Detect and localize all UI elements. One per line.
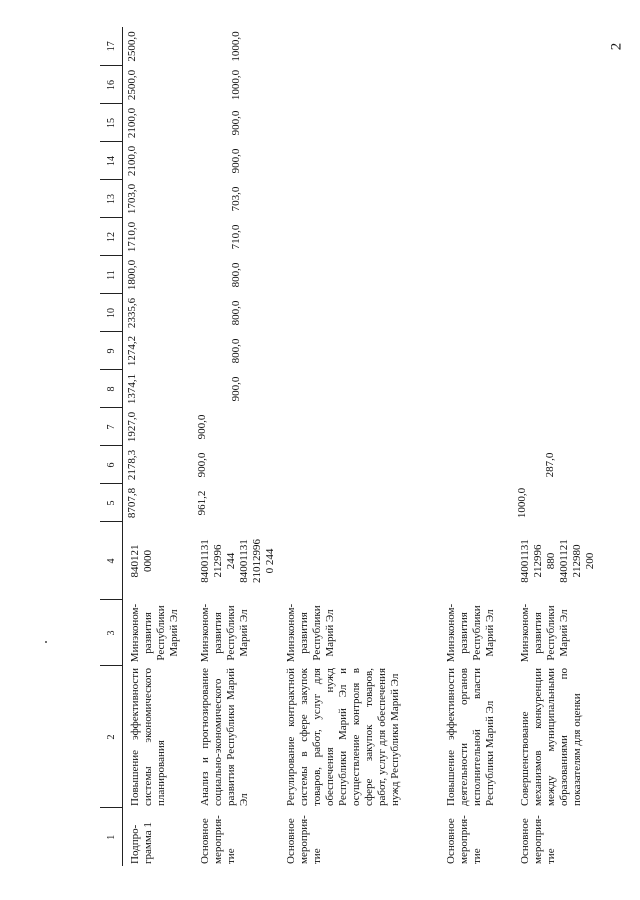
table-row [513, 27, 601, 866]
header-row [100, 27, 123, 866]
value-primary: 2500,0 [126, 31, 138, 62]
cell-value [193, 66, 279, 104]
col-header: 17 [100, 27, 123, 66]
cell-value [123, 180, 194, 218]
cell-value [439, 370, 513, 408]
cell-value [193, 256, 279, 294]
value-primary: 900,0 [196, 414, 208, 440]
col-header: 6 [100, 446, 123, 484]
value-primary: 1000,0 [516, 487, 528, 519]
cell-value [279, 27, 439, 66]
cell-value [439, 104, 513, 142]
cell-value [439, 408, 513, 446]
cell-value [513, 27, 601, 66]
cell-c1: Подпро- грамма 1 [129, 822, 154, 864]
cell-value [513, 408, 601, 446]
col-header: 10 [100, 294, 123, 332]
cell-value [123, 446, 194, 484]
cell-value [279, 294, 439, 332]
cell-value [513, 104, 601, 142]
cell-c1: Основное мероприя- тие [199, 815, 237, 864]
col-header: 11 [100, 256, 123, 294]
cell-value [279, 104, 439, 142]
col-header: 1 [100, 808, 123, 866]
cell-value [279, 180, 439, 218]
cell-value [123, 294, 194, 332]
budget-table [100, 27, 601, 866]
value-secondary: 703,0 [230, 186, 242, 212]
value-secondary: 900,0 [230, 148, 242, 174]
col-header: 14 [100, 142, 123, 180]
table-body [123, 27, 602, 866]
cell-value [193, 408, 279, 446]
cell-c2: Повышение эффективности системы экономического планирования [129, 668, 167, 806]
value-secondary: 1000,0 [230, 69, 242, 101]
col-header: 4 [100, 522, 123, 600]
cell-value [279, 256, 439, 294]
cell-value [513, 332, 601, 370]
scan-speck [45, 641, 47, 643]
cell-value [193, 484, 279, 522]
cell-value [279, 332, 439, 370]
cell-value [439, 256, 513, 294]
cell-c4 [279, 522, 439, 600]
col-header: 8 [100, 370, 123, 408]
cell-value [513, 446, 601, 484]
value-primary: 2500,0 [126, 69, 138, 101]
value-secondary: 1000,0 [230, 31, 242, 62]
col-header: 7 [100, 408, 123, 446]
cell-value [279, 370, 439, 408]
cell-value [279, 446, 439, 484]
cell-c2: Совершенствование механизмов конкуренции между муниципальными образованиями по показателям для оценки [519, 668, 583, 806]
cell-value [123, 104, 194, 142]
cell-value [123, 256, 194, 294]
cell-value [439, 332, 513, 370]
value-secondary: 710,0 [230, 224, 242, 250]
cell-value [193, 180, 279, 218]
cell-value [123, 370, 194, 408]
cell-value [513, 218, 601, 256]
cell-c2: Повышение эффективности деятельности органов исполнительной власти Республики Марий Эл [445, 668, 496, 806]
value-primary: 900,0 [196, 452, 208, 478]
page-number: 2 [608, 42, 625, 51]
cell-value [439, 218, 513, 256]
col-header: 16 [100, 66, 123, 104]
value-secondary: 900,0 [230, 110, 242, 136]
cell-c1: Основное мероприя- тие [285, 815, 323, 864]
cell-c4: 840121 0000 [129, 544, 154, 578]
col-header: 9 [100, 332, 123, 370]
col-header: 3 [100, 600, 123, 666]
cell-c4: 84001131 212996 880 84001121 212980 200 [519, 539, 596, 583]
col-header: 15 [100, 104, 123, 142]
cell-value [439, 484, 513, 522]
cell-value [123, 66, 194, 104]
col-header: 2 [100, 666, 123, 808]
cell-c3: Минэконом- развития Республики Марий Эл [519, 603, 570, 663]
cell-c1: Основное мероприя- тие [519, 815, 557, 864]
cell-value [513, 180, 601, 218]
cell-c3: Минэконом- развития Республики Марий Эл [445, 603, 496, 663]
table-row [123, 27, 194, 866]
value-primary: 1703,0 [126, 183, 138, 215]
cell-c3: Минэконом- развития Республики Марий Эл [129, 603, 180, 663]
value-secondary: 900,0 [230, 376, 242, 402]
cell-value [439, 180, 513, 218]
cell-value [439, 446, 513, 484]
value-primary: 2178,3 [126, 449, 138, 481]
rotated-table-wrapper [100, 31, 615, 866]
cell-value [513, 484, 601, 522]
col-header: 13 [100, 180, 123, 218]
cell-value [193, 294, 279, 332]
value-secondary: 800,0 [230, 300, 242, 326]
cell-value [439, 294, 513, 332]
cell-value [439, 27, 513, 66]
cell-value [279, 218, 439, 256]
cell-c2: Анализ и прогнозирование социально-экономического развития Республики Марий Эл [199, 668, 250, 806]
value-primary: 1927,0 [126, 411, 138, 443]
value-secondary: 287,0 [544, 452, 556, 478]
cell-value [513, 256, 601, 294]
value-primary: 1374,1 [126, 373, 138, 405]
col-header: 12 [100, 218, 123, 256]
cell-value [123, 27, 194, 66]
cell-c1: Основное мероприя- тие [445, 815, 483, 864]
cell-value [193, 370, 279, 408]
table-row [439, 27, 513, 866]
cell-value [279, 408, 439, 446]
value-primary: 2100,0 [126, 145, 138, 177]
cell-c3: Минэконом- развития Республики Марий Эл [199, 603, 250, 663]
table-row [279, 27, 439, 866]
cell-value [193, 27, 279, 66]
value-primary: 961,2 [196, 490, 208, 516]
cell-value [439, 142, 513, 180]
cell-value [439, 66, 513, 104]
value-primary: 8707,8 [126, 487, 138, 519]
cell-value [123, 218, 194, 256]
cell-value [513, 370, 601, 408]
col-header: 5 [100, 484, 123, 522]
cell-value [193, 446, 279, 484]
cell-value [279, 142, 439, 180]
cell-value [193, 332, 279, 370]
cell-value [513, 294, 601, 332]
cell-value [513, 142, 601, 180]
value-secondary: 800,0 [230, 262, 242, 288]
cell-value [193, 104, 279, 142]
cell-value [123, 332, 194, 370]
value-primary: 1800,0 [126, 259, 138, 291]
value-primary: 2335,6 [126, 297, 138, 329]
cell-value [513, 66, 601, 104]
cell-c3: Минэконом- развития Республики Марий Эл [285, 603, 336, 663]
cell-c4 [439, 522, 513, 600]
value-primary: 1710,0 [126, 221, 138, 253]
cell-value [123, 142, 194, 180]
cell-value [279, 484, 439, 522]
cell-value [193, 142, 279, 180]
value-primary: 2100,0 [126, 107, 138, 139]
cell-c2: Регулирование контрактной системы в сфере закупок товаров, работ, услуг для обеспечения нужд Республики Марий Эл и осуществление контроля в сфере закупок товаров, работ, услуг для обеспечения нужд Республики Марий Эл [285, 668, 401, 806]
table-row [193, 27, 279, 866]
cell-value [193, 218, 279, 256]
cell-value [279, 66, 439, 104]
value-secondary: 800,0 [230, 338, 242, 364]
cell-value [123, 408, 194, 446]
value-primary: 1274,2 [126, 335, 138, 367]
cell-value [123, 484, 194, 522]
cell-c4: 84001131 212996 244 84001131 21012996 0 244 [199, 539, 276, 583]
